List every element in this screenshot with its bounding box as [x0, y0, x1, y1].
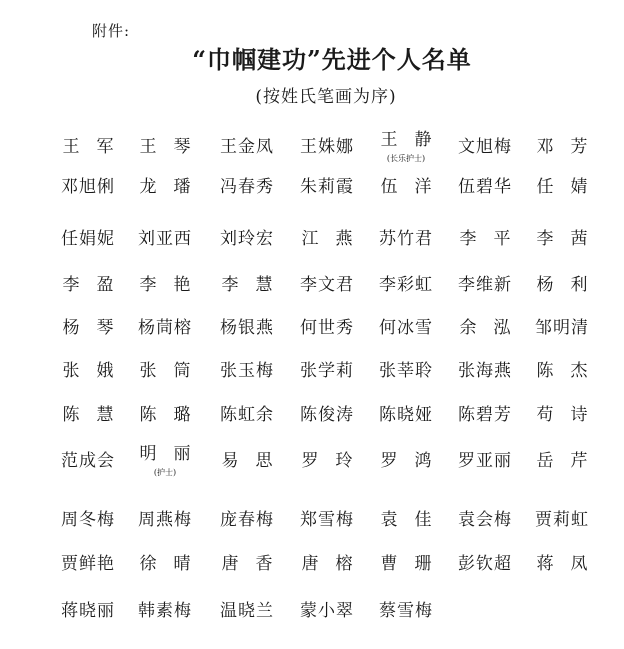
person-name: 彭钦超 [458, 553, 512, 574]
person-name: 何世秀 [300, 317, 354, 338]
person-name: 唐香 [221, 553, 290, 574]
person-name: 任婧 [536, 176, 605, 197]
person-name: 王金凤 [220, 136, 274, 157]
person-name: 陈杰 [536, 360, 605, 381]
name-cell [52, 541, 124, 581]
name-cell [52, 438, 124, 478]
name-row [0, 348, 624, 388]
person-name: 郑雪梅 [300, 509, 354, 530]
name-cell [526, 438, 605, 478]
name-cell [526, 541, 605, 581]
name-cell [129, 305, 201, 345]
name-cell [526, 392, 605, 432]
person-name: 明丽 [139, 443, 208, 464]
name-cell [129, 588, 201, 628]
name-cell [291, 588, 363, 628]
person-name: 唐榕 [301, 553, 370, 574]
person-name: 杨琴 [62, 317, 131, 338]
name-cell [211, 438, 290, 478]
name-cell [526, 124, 605, 164]
name-cell [370, 392, 442, 432]
person-name: 贾莉虹 [535, 509, 589, 530]
name-cell [370, 497, 449, 537]
person-name: 温晓兰 [220, 600, 274, 621]
name-cell [449, 216, 528, 256]
person-name: 周冬梅 [61, 509, 115, 530]
person-name: 罗玲 [301, 450, 370, 471]
name-cell [52, 216, 124, 256]
person-name: 陈慧 [62, 404, 131, 425]
name-cell [291, 216, 370, 256]
person-name: 袁佳 [380, 509, 449, 530]
person-name: 蒋凤 [536, 553, 605, 574]
name-row [0, 164, 624, 204]
name-cell [370, 348, 442, 388]
name-cell [291, 164, 363, 204]
name-cell [52, 348, 131, 388]
person-name: 李盈 [62, 274, 131, 295]
person-name: 贾鲜艳 [61, 553, 115, 574]
name-cell [52, 124, 131, 164]
name-row [0, 262, 624, 302]
name-cell [526, 497, 598, 537]
name-cell [211, 392, 283, 432]
person-name: 张筒 [139, 360, 208, 381]
person-name: 李平 [459, 228, 528, 249]
person-name: 岳芹 [536, 450, 605, 471]
name-cell [52, 497, 124, 537]
name-cell [52, 164, 124, 204]
person-name: 杨茼榕 [138, 317, 192, 338]
name-cell [129, 348, 208, 388]
name-cell [370, 124, 449, 164]
name-cell [449, 497, 521, 537]
person-note: (护士) [153, 467, 177, 477]
name-cell [52, 588, 124, 628]
name-cell [129, 216, 201, 256]
name-row [0, 438, 624, 478]
person-name: 陈碧芳 [458, 404, 512, 425]
name-cell [526, 305, 598, 345]
name-cell [526, 164, 605, 204]
person-name: 邓芳 [536, 136, 605, 157]
person-name: 蒋晓丽 [61, 600, 115, 621]
person-name: 苏竹君 [379, 228, 433, 249]
person-name: 李彩虹 [379, 274, 433, 295]
person-name: 江燕 [301, 228, 370, 249]
name-cell [370, 438, 449, 478]
name-cell [291, 497, 363, 537]
name-cell [449, 305, 528, 345]
name-row [0, 497, 624, 537]
person-name: 罗鸿 [380, 450, 449, 471]
name-cell [129, 124, 208, 164]
person-note: (长乐护士) [386, 153, 426, 163]
person-name: 李文君 [300, 274, 354, 295]
person-name: 余泓 [459, 317, 528, 338]
name-cell [526, 348, 605, 388]
person-name: 刘亚西 [138, 228, 192, 249]
name-cell [211, 164, 283, 204]
name-cell [370, 541, 449, 581]
name-cell [291, 305, 363, 345]
name-cell [526, 216, 605, 256]
name-row [0, 305, 624, 345]
name-cell [129, 392, 208, 432]
name-cell [526, 262, 605, 302]
name-cell [449, 541, 521, 581]
person-name: 张玉梅 [220, 360, 274, 381]
person-name: 杨利 [536, 274, 605, 295]
person-name: 袁会梅 [458, 509, 512, 530]
name-row [0, 541, 624, 581]
name-cell [449, 164, 521, 204]
person-name: 李维新 [458, 274, 512, 295]
name-row [0, 124, 624, 164]
person-name: 陈晓娅 [379, 404, 433, 425]
name-cell [370, 305, 442, 345]
person-name: 任娟妮 [61, 228, 115, 249]
name-cell [370, 164, 449, 204]
name-cell [291, 262, 363, 302]
name-cell [211, 216, 283, 256]
person-name: 龙璠 [139, 176, 208, 197]
name-cell [370, 588, 442, 628]
name-cell [211, 305, 283, 345]
person-name: 张娥 [62, 360, 131, 381]
name-cell [291, 348, 363, 388]
name-row [0, 392, 624, 432]
name-cell [129, 438, 208, 478]
person-name: 王姝娜 [300, 136, 354, 157]
person-name: 范成会 [61, 450, 115, 471]
document-title: “巾帼建功”先进个人名单 [192, 45, 472, 74]
person-name: 李茜 [536, 228, 605, 249]
name-cell [370, 216, 442, 256]
person-name: 刘玲宏 [220, 228, 274, 249]
person-name: 周燕梅 [138, 509, 192, 530]
name-cell [211, 588, 283, 628]
person-name: 罗亚丽 [458, 450, 512, 471]
person-name: 伍碧华 [458, 176, 512, 197]
person-name: 易思 [221, 450, 290, 471]
person-name: 朱莉霞 [300, 176, 354, 197]
person-name: 庞春梅 [220, 509, 274, 530]
name-cell [291, 438, 370, 478]
name-cell [449, 392, 521, 432]
name-cell [449, 124, 521, 164]
name-cell [211, 348, 283, 388]
name-cell [449, 348, 521, 388]
name-cell [211, 124, 283, 164]
person-name: 徐晴 [139, 553, 208, 574]
person-name: 曹珊 [380, 553, 449, 574]
document-subtitle: (按姓氏笔画为序) [255, 87, 397, 107]
person-name: 邓旭俐 [61, 176, 115, 197]
person-name: 伍洋 [380, 176, 449, 197]
person-name: 李慧 [221, 274, 290, 295]
person-name: 王琴 [139, 136, 208, 157]
name-row [0, 588, 624, 628]
person-name: 蒙小翠 [300, 600, 354, 621]
person-name: 陈虹余 [220, 404, 274, 425]
person-name: 王静 [380, 129, 449, 150]
attachment-label: 附件: [92, 22, 131, 40]
name-cell [291, 392, 363, 432]
person-name: 韩素梅 [138, 600, 192, 621]
name-row [0, 216, 624, 256]
person-name: 文旭梅 [458, 136, 512, 157]
person-name: 苟诗 [536, 404, 605, 425]
name-cell [129, 497, 201, 537]
name-cell [211, 497, 283, 537]
name-cell [52, 262, 131, 302]
name-cell [449, 262, 521, 302]
name-cell [211, 541, 290, 581]
person-name: 王军 [62, 136, 131, 157]
name-cell [129, 164, 208, 204]
person-name: 陈璐 [139, 404, 208, 425]
name-cell [449, 438, 521, 478]
name-cell [211, 262, 290, 302]
name-cell [129, 541, 208, 581]
name-cell [52, 305, 131, 345]
person-name: 蔡雪梅 [379, 600, 433, 621]
person-name: 张海燕 [458, 360, 512, 381]
person-name: 冯春秀 [220, 176, 274, 197]
person-name: 张莘聆 [379, 360, 433, 381]
name-cell [291, 541, 370, 581]
person-name: 张学莉 [300, 360, 354, 381]
person-name: 陈俊涛 [300, 404, 354, 425]
person-name: 李艳 [139, 274, 208, 295]
name-cell [291, 124, 363, 164]
name-cell [52, 392, 131, 432]
person-name: 杨银燕 [220, 317, 274, 338]
person-name: 邹明清 [535, 317, 589, 338]
name-cell [370, 262, 442, 302]
name-cell [129, 262, 208, 302]
person-name: 何冰雪 [379, 317, 433, 338]
